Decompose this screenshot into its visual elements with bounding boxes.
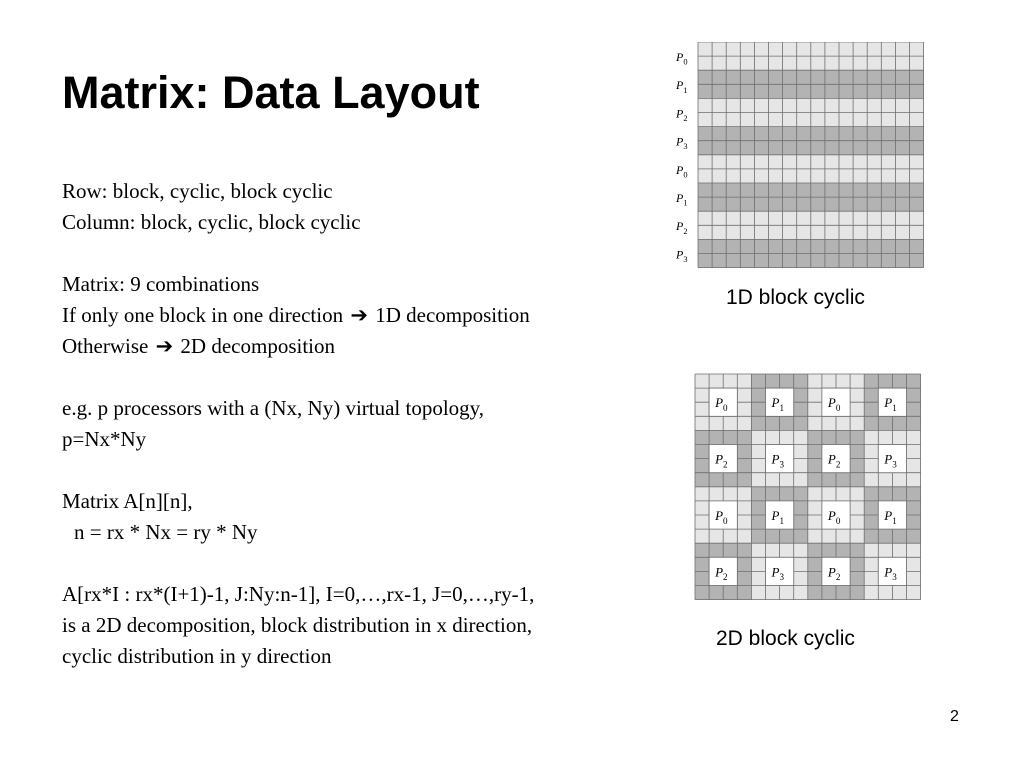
processor-block-label: $P_3$ [771, 564, 784, 583]
processor-row-label: $P_2$ [676, 219, 688, 236]
one-block-suffix: 1D decomposition [375, 303, 530, 327]
spacer [62, 455, 662, 486]
processor-block-label: $P_1$ [771, 395, 784, 414]
block-cyclic-2d-diagram [694, 373, 924, 601]
processor-row-label: $P_3$ [676, 134, 688, 152]
slide-title: Matrix: Data Layout [62, 67, 480, 118]
slide-body [62, 176, 662, 672]
spacer [62, 238, 662, 269]
processor-block-label: $P_2$ [827, 451, 841, 470]
column-distribution-line: Column: block, cyclic, block cyclic [62, 210, 361, 234]
otherwise-suffix: 2D decomposition [180, 334, 335, 358]
processor-row-label: $P_0$ [676, 162, 688, 180]
example-line-2: p=Nx*Ny [62, 427, 147, 451]
block-cyclic-1d-diagram [672, 42, 928, 268]
matrix-definition-line-1: Matrix A[n][n], [62, 489, 193, 513]
row-distribution-line: Row: block, cyclic, block cyclic [62, 179, 333, 203]
otherwise-line [62, 331, 662, 362]
example-line-1: e.g. p processors with a (Nx, Ny) virtual topology, [62, 396, 485, 420]
processor-row-label: $P_0$ [676, 50, 688, 67]
processor-block-label: $P_0$ [827, 395, 841, 414]
processor-block-label: $P_2$ [715, 564, 728, 583]
matrix-definition-line-2: n = rx * Nx = ry * Ny [74, 520, 258, 544]
otherwise-prefix: Otherwise [62, 334, 149, 358]
caption-1d-block-cyclic: 1D block cyclic [726, 286, 865, 309]
processor-row-label: $P_1$ [676, 78, 688, 95]
processor-block-label: $P_3$ [884, 564, 897, 583]
processor-row-label: $P_1$ [676, 191, 688, 208]
one-block-prefix: If only one block in one direction [62, 303, 344, 327]
processor-block-label: $P_0$ [827, 507, 841, 526]
decomposition-line-1: A[rx*I : rx*(I+1)-1, J:Ny:n-1], I=0,…,rx-1, J=0,…,ry-1, [62, 582, 535, 606]
processor-row-label: $P_3$ [676, 247, 688, 265]
processor-block-label: $P_2$ [827, 564, 841, 583]
page-number: 2 [950, 708, 959, 725]
arrow-right-icon: ➔ [155, 334, 174, 358]
matrix-combinations-line: Matrix: 9 combinations [62, 272, 260, 296]
spacer [62, 548, 662, 579]
spacer [62, 362, 662, 393]
decomposition-line-3: cyclic distribution in y direction [62, 644, 332, 668]
processor-block-label: $P_0$ [715, 395, 728, 414]
processor-block-label: $P_2$ [715, 451, 728, 470]
processor-block-label: $P_3$ [771, 451, 784, 470]
processor-block-label: $P_1$ [884, 395, 897, 414]
decomposition-line-2: is a 2D decomposition, block distribution in x direction, [62, 613, 533, 637]
processor-block-label: $P_0$ [715, 507, 728, 526]
processor-block-label: $P_3$ [884, 451, 897, 470]
caption-2d-block-cyclic: 2D block cyclic [716, 627, 855, 650]
one-block-line [62, 300, 662, 331]
processor-block-label: $P_1$ [884, 507, 897, 526]
arrow-right-icon: ➔ [350, 303, 368, 327]
processor-block-label: $P_1$ [771, 507, 784, 526]
processor-row-label: $P_2$ [676, 106, 688, 124]
